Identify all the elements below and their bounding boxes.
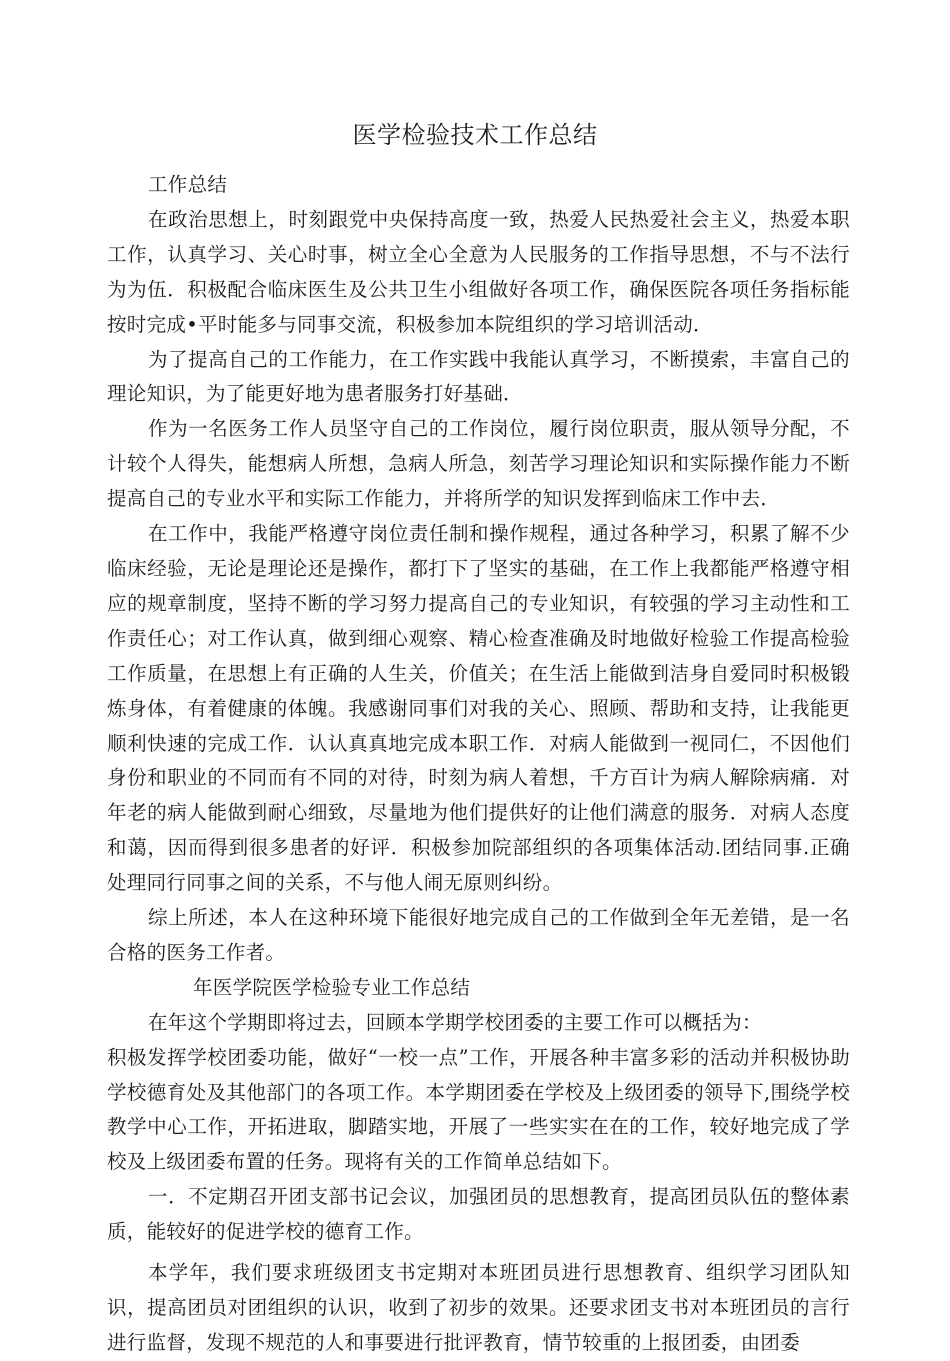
paragraph-improve-ability: 为了提高自己的工作能力，在工作实践中我能认真学习，不断摸索，丰富自己的理论知识，为了能更好地为患者服务打好基础． bbox=[107, 347, 850, 406]
section-heading-annual-summary: 年医学院医学检验专业工作总结 bbox=[193, 975, 471, 999]
section-heading-work-summary: 工作总结 bbox=[148, 173, 228, 196]
document-body bbox=[107, 168, 850, 1361]
paragraph-political-thought: 在政治思想上，时刻跟党中央保持高度一致，热爱人民热爱社会主义，热爱本职工作，认真学习、关心时事，树立全心全意为人民服务的工作指导思想，不与不法行为为伍．积极配合临床医生及公共卫生小组做好各项工作，确保医院各项任务指标能按时完成•平时能多与同事交流，积极参加本院组织的学习培训活动． bbox=[107, 207, 850, 336]
paragraph-semester-review: 在年这个学期即将过去，回顾本学期学校团委的主要工作可以概括为： bbox=[148, 1010, 762, 1034]
document-title: 医学检验技术工作总结 bbox=[352, 121, 598, 149]
paragraph-medical-worker: 作为一名医务工作人员坚守自己的工作岗位，履行岗位职责，服从领导分配，不计较个人得失，能想病人所想，急病人所急，刻苦学习理论知识和实际操作能力不断提高自己的专业水平和实际工作能力，并将所学的知识发挥到临床工作中去． bbox=[107, 417, 850, 511]
paragraph-this-year: 本学年，我们要求班级团支书定期对本班团员进行思想教育、组织学习团队知识，提高团员对团组织的认识，收到了初步的效果。还要求团支书对本班团员的言行进行监督，发现不规范的人和事要进行批评教育，情节较重的上报团委，由团委 bbox=[107, 1261, 850, 1354]
paragraph-conclusion: 综上所述，本人在这种环境下能很好地完成自己的工作做到全年无差错，是一名合格的医务工作者。 bbox=[107, 906, 850, 964]
paragraph-item-one: 一．不定期召开团支部书记会议，加强团员的思想教育，提高团员队伍的整体素质，能较好的促进学校的德育工作。 bbox=[107, 1185, 850, 1244]
paragraph-league-function: 积极发挥学校团委功能，做好“一校一点”工作，开展各种丰富多彩的活动并积极协助学校德育处及其他部门的各项工作。本学期团委在学校及上级团委的领导下,围绕学校教学中心工作，开拓进取，脚踏实地，开展了一些实实在在的工作，较好地完成了学校及上级团委布置的任务。现将有关的工作简单总结如下。 bbox=[107, 1045, 850, 1174]
paragraph-at-work: 在工作中，我能严格遵守岗位责任制和操作规程，通过各种学习，积累了解不少临床经验，无论是理论还是操作，都打下了坚实的基础，在工作上我都能严格遵守相应的规章制度，坚持不断的学习努力提高自己的专业知识，有较强的学习主动性和工作责任心；对工作认真，做到细心观察、精心检查准确及时地做好检验工作提高检验工作质量，在思想上有正确的人生关，价值关；在生活上能做到洁身自爱同时积极锻炼身体，有着健康的体魄。我感谢同事们对我的关心、照顾、帮助和支持，让我能更顺利快速的完成工作．认认真真地完成本职工作．对病人能做到一视同仁，不因他们身份和职业的不同而有不同的对待，时刻为病人着想，千方百计为病人解除病痛．对年老的病人能做到耐心细致，尽量地为他们提供好的让他们满意的服务．对病人态度和蔼，因而得到很多患者的好评．积极参加院部组织的各项集体活动.团结同事.正确处理同行同事之间的关系，不与他人闹无原则纠纷。 bbox=[107, 522, 850, 895]
